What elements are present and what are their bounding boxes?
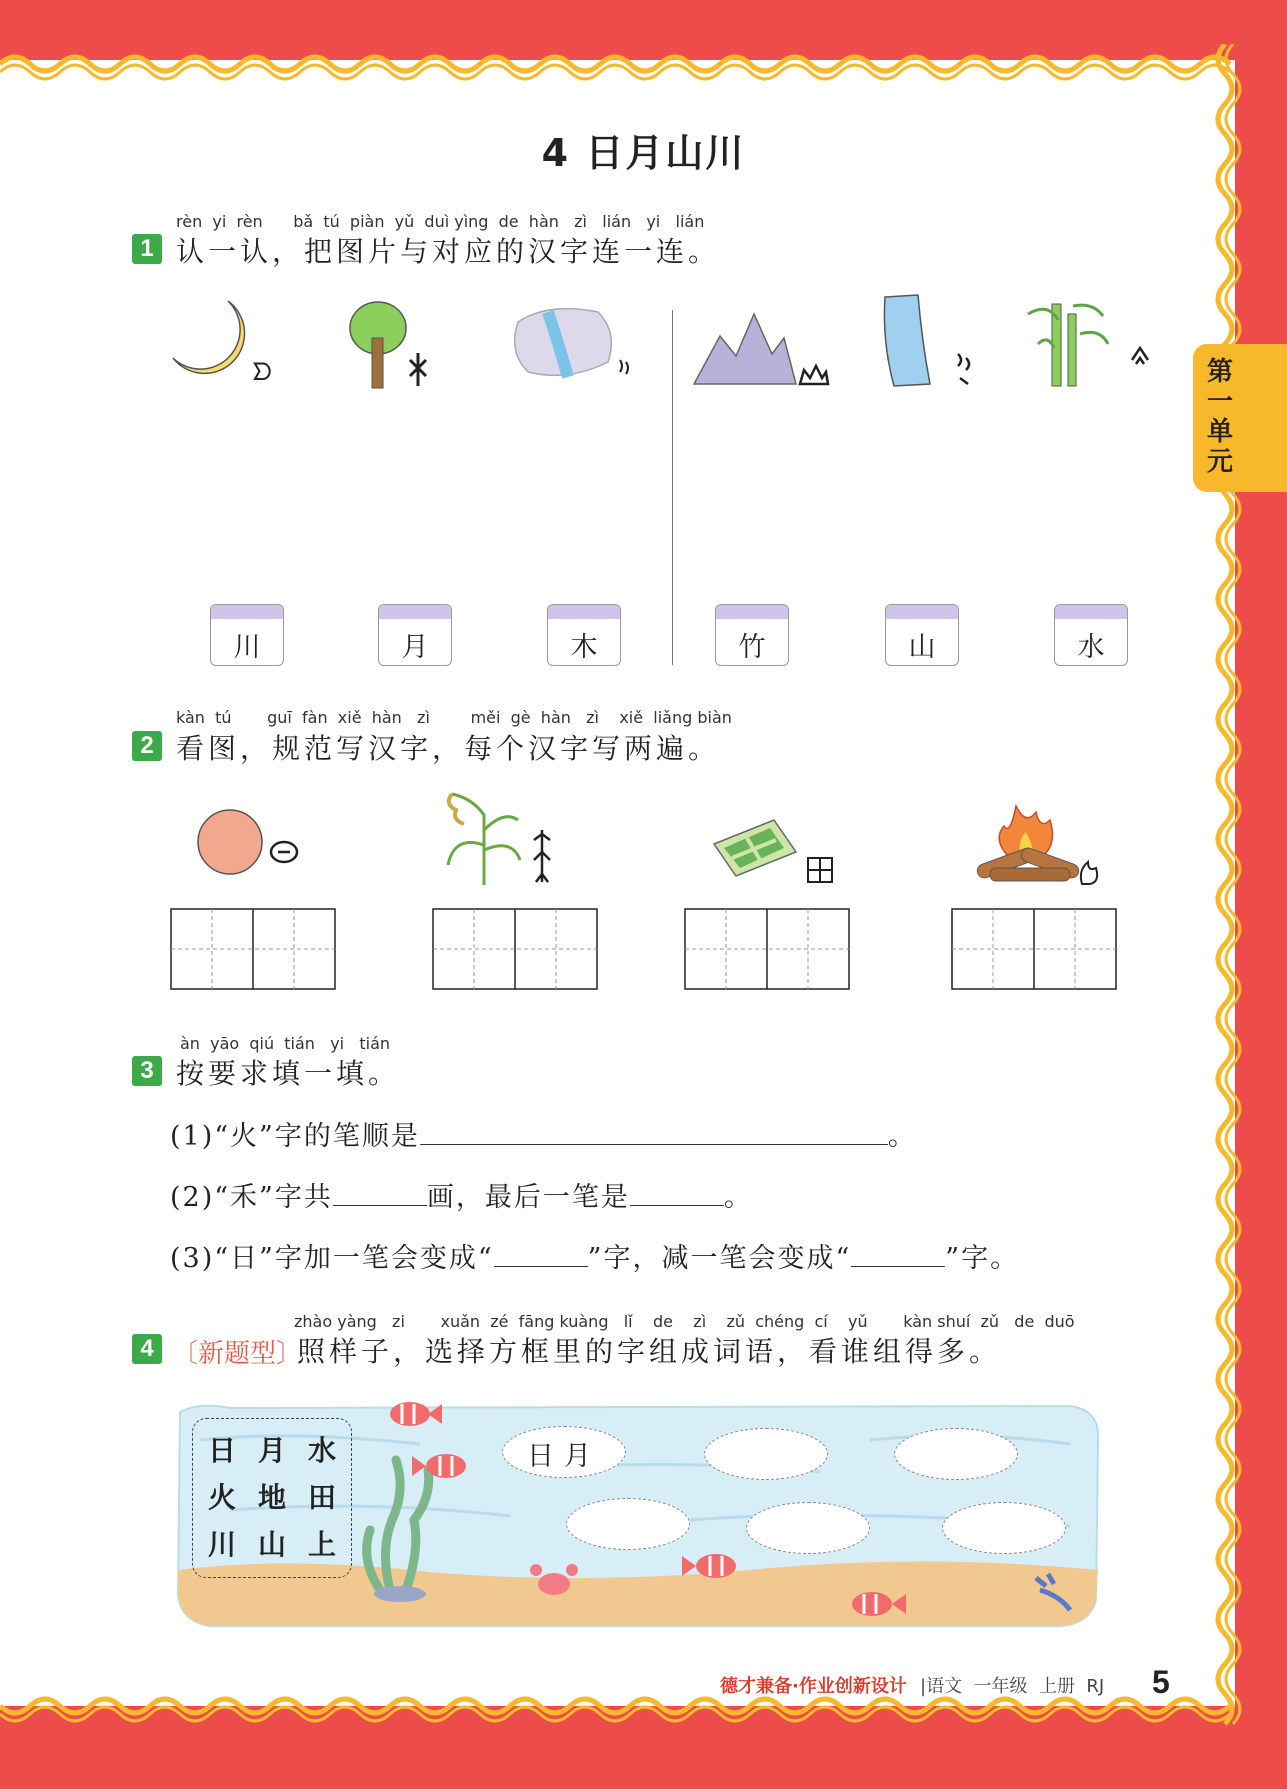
char-card-label: 川	[233, 632, 261, 663]
answer-blank[interactable]	[494, 1240, 588, 1267]
bamboo-icon	[1018, 294, 1158, 390]
river-icon	[508, 302, 633, 390]
char-card-shan[interactable]	[885, 604, 959, 666]
page-number: 5	[1152, 1664, 1170, 1700]
word-oval[interactable]	[894, 1428, 1018, 1480]
wavy-border-right	[1205, 44, 1255, 1734]
char-choice: 山	[257, 1528, 286, 1561]
q1-number: 1	[132, 234, 162, 264]
lesson-title: 4 日月山川	[541, 131, 746, 175]
fire-icon	[970, 796, 1110, 896]
answer-blank[interactable]	[333, 1179, 427, 1206]
word-oval[interactable]	[746, 1502, 870, 1554]
q2-number: 2	[132, 731, 162, 761]
q3-item-1-suffix: 。	[887, 1121, 917, 1152]
q4-number: 4	[132, 1334, 162, 1364]
q3-item-3	[170, 1236, 1019, 1275]
q3-instruction: 按要求填一填。	[176, 1057, 401, 1090]
footer-meta: |语文 一年级 上册 RJ	[920, 1676, 1105, 1697]
char-choice: 日	[207, 1434, 236, 1467]
char-card-label: 木	[570, 632, 598, 663]
char-card-label: 竹	[738, 632, 766, 663]
new-question-tag: 〔新题型〕	[172, 1339, 303, 1369]
char-choice: 水	[307, 1434, 336, 1467]
q2-instruction: 看图，规范写汉字，每个汉字写两遍。	[176, 732, 721, 765]
writing-grid-he[interactable]	[432, 908, 598, 990]
moon-icon	[168, 296, 278, 386]
mountain-icon	[692, 306, 832, 390]
writing-grid-huo[interactable]	[951, 908, 1117, 990]
char-choice: 川	[207, 1528, 236, 1561]
q4-pinyin: zhào yàng zi xuǎn zé fāng kuàng lǐ de zì zǔ chéng cí yǔ kàn shuí zǔ de duō	[294, 1312, 1075, 1331]
sun-icon	[196, 808, 306, 882]
char-choice: 上	[307, 1528, 336, 1561]
wavy-border-bottom	[0, 1692, 1240, 1732]
word-oval[interactable]	[942, 1502, 1066, 1554]
char-card-chuan[interactable]	[210, 604, 284, 666]
char-card-mu[interactable]	[547, 604, 621, 666]
char-card-label: 山	[908, 632, 936, 663]
q3-pinyin: àn yāo qiú tián yi tián	[180, 1034, 391, 1053]
word-oval[interactable]	[566, 1498, 690, 1550]
answer-blank[interactable]	[420, 1118, 888, 1145]
char-choice: 地	[257, 1481, 286, 1514]
char-card-label: 月	[401, 632, 429, 663]
writing-grid-tian[interactable]	[684, 908, 850, 990]
q3-item-3-prefix: (3)“日”字加一笔会变成“	[170, 1243, 494, 1274]
char-choice: 田	[307, 1481, 336, 1514]
word-oval-example	[502, 1426, 626, 1478]
q1-pinyin: rèn yi rèn bǎ tú piàn yǔ duì yìng de hàn zì lián yi lián	[176, 212, 705, 231]
q3-item-1	[170, 1114, 917, 1153]
char-choice: 月	[257, 1434, 286, 1467]
footer-brand: 德才兼备·作业创新设计	[720, 1676, 907, 1697]
q3-item-1-prefix: (1)“火”字的笔顺是	[170, 1121, 420, 1152]
q1-instruction: 认一认，把图片与对应的汉字连一连。	[176, 235, 721, 268]
char-choice: 火	[207, 1481, 236, 1514]
tree-icon	[348, 298, 448, 394]
char-card-shui[interactable]	[1054, 604, 1128, 666]
q3-number: 3	[132, 1056, 162, 1086]
svg-text:ᗤ: ᗤ	[252, 358, 272, 386]
q3-item-2-prefix: (2)“禾”字共	[170, 1182, 333, 1213]
unit-tab-label: 第一单元	[1206, 357, 1233, 477]
answer-blank[interactable]	[851, 1240, 945, 1267]
q1-divider	[672, 310, 673, 665]
q2-pinyin: kàn tú guī fàn xiě hàn zì měi gè hàn zì xiě liǎng biàn	[176, 708, 732, 727]
answer-blank[interactable]	[630, 1179, 724, 1206]
q3-item-2	[170, 1175, 753, 1214]
q3-item-3-suffix: ”字。	[945, 1243, 1020, 1274]
field-icon	[712, 818, 838, 886]
word-oval-example-text: 日月	[527, 1441, 601, 1472]
q4-instruction: 照样子，选择方框里的字组成词语，看谁组得多。	[297, 1335, 1002, 1368]
word-oval[interactable]	[704, 1428, 828, 1480]
char-card-label: 水	[1077, 632, 1105, 663]
char-card-yue[interactable]	[378, 604, 452, 666]
waterfall-icon	[880, 292, 980, 390]
unit-tab	[1193, 344, 1287, 492]
grain-icon	[432, 790, 562, 890]
char-choice-box	[192, 1418, 352, 1578]
wavy-border-top	[0, 44, 1240, 84]
writing-grid-ri[interactable]	[170, 908, 336, 990]
q3-item-2-suffix: 。	[723, 1182, 753, 1213]
q3-item-3-middle: ”字，减一笔会变成“	[587, 1243, 852, 1274]
q3-item-2-middle: 画，最后一笔是	[426, 1182, 630, 1213]
char-card-zhu[interactable]	[715, 604, 789, 666]
